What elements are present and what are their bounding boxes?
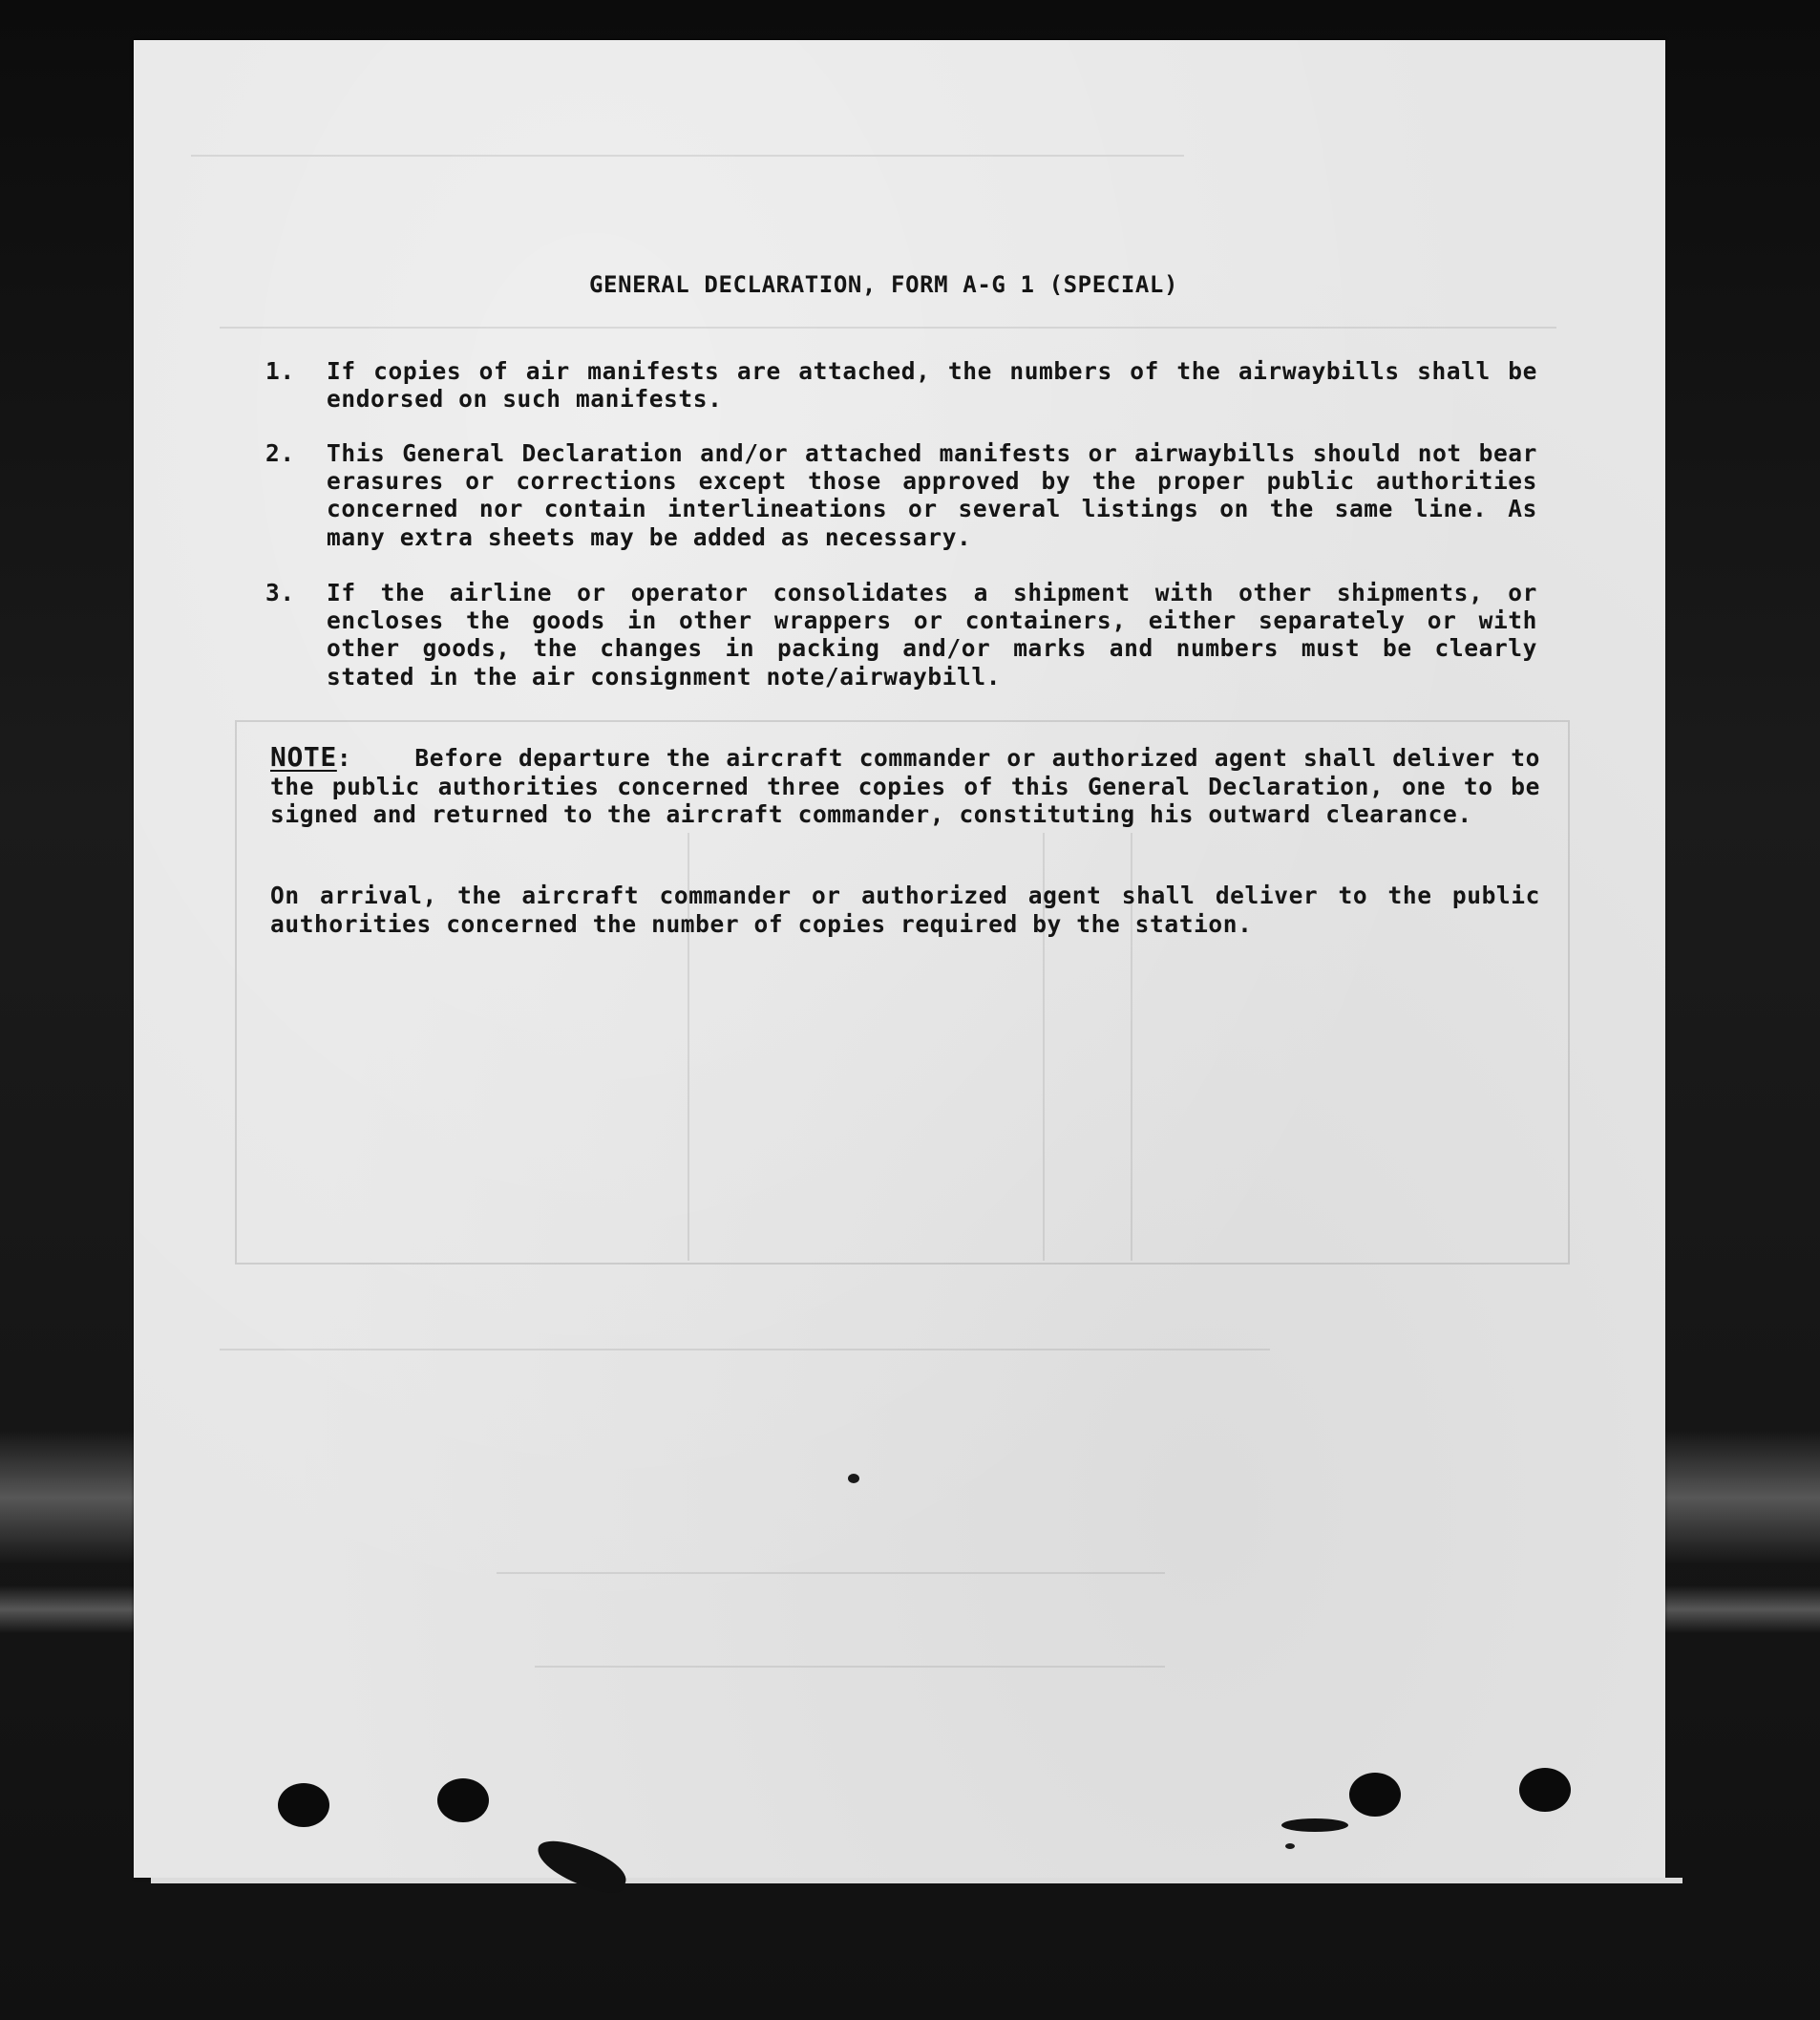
item-text: If copies of air manifests are attached, the numbers of the airwaybills shall be endorsed on such manifests.	[327, 357, 1537, 414]
note-separator: :	[336, 744, 352, 772]
item-text: This General Declaration and/or attached manifests or airwaybills should not bear erasures or corrections except those approved by the proper public authorities concerned nor contain interlineations or several listings on the same line. As many extra sheets may be added as necessary.	[327, 439, 1537, 551]
ghost-rule	[220, 1349, 1270, 1350]
ghost-rule	[220, 327, 1556, 329]
page-title: GENERAL DECLARATION, FORM A-G 1 (SPECIAL)	[589, 271, 1179, 298]
ghost-rule	[535, 1666, 1165, 1668]
punch-hole-mark	[278, 1783, 329, 1827]
sheet-bottom-edge	[151, 1878, 1682, 1883]
note-label: NOTE	[270, 741, 337, 773]
punch-hole-mark	[437, 1778, 489, 1822]
punch-hole-mark	[1519, 1768, 1571, 1812]
reverse-side-bleedthrough	[134, 40, 1665, 1878]
note-text: Before departure the aircraft commander or authorized agent shall deliver to the public authorities concerned three copies of this General Declaration, one to be signed and returned to the aircraft commander, constituting his outward clearance.	[270, 744, 1540, 829]
speck-mark	[1285, 1843, 1295, 1849]
item-number: 1.	[265, 357, 295, 385]
ghost-rule	[191, 155, 1184, 157]
speck-mark	[848, 1474, 859, 1483]
item-number: 3.	[265, 579, 295, 606]
note-paragraph	[270, 743, 1540, 829]
arrival-paragraph: On arrival, the aircraft commander or authorized agent shall deliver to the public authorities concerned the number of copies required by the station.	[270, 882, 1540, 938]
document-sheet	[134, 40, 1665, 1878]
paper-damage-mark	[1281, 1818, 1348, 1832]
item-number: 2.	[265, 439, 295, 467]
item-text: If the airline or operator consolidates a shipment with other shipments, or encloses the goods in other wrappers or containers, either separately or with other goods, the changes in packing and/or marks and numbers must be clearly stated in the air consignment note/airwaybill.	[327, 579, 1537, 691]
ghost-rule	[497, 1572, 1165, 1574]
punch-hole-mark	[1349, 1773, 1401, 1817]
